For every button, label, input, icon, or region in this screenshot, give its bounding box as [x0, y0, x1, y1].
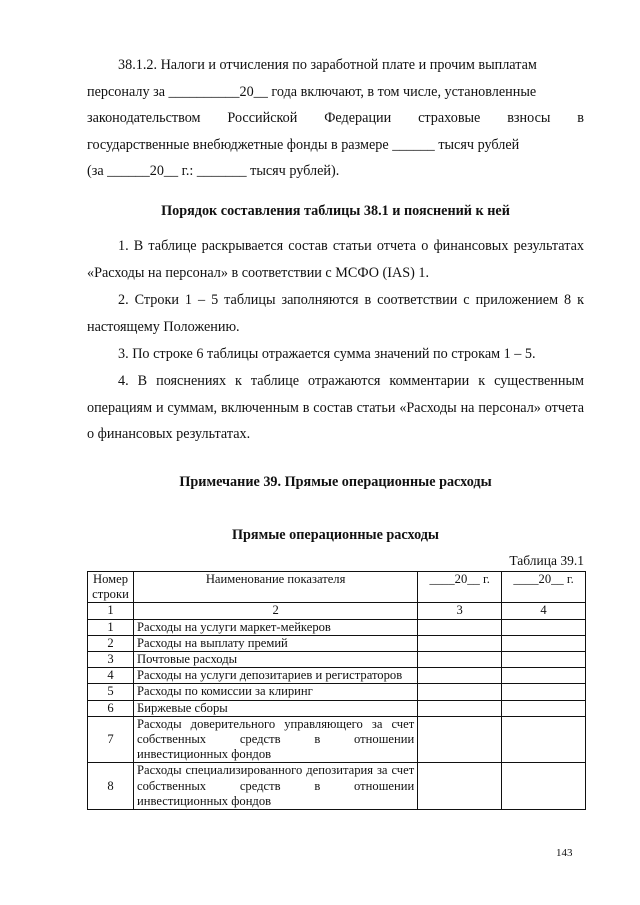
instruction-paragraph-4: 4. В пояснениях к таблице отражаются комментарии к существенным операциям и суммам, включенным в состав статьи «Расходы на персонал» отчета о финансовых результатах.	[87, 373, 584, 443]
row-name: Биржевые сборы	[133, 700, 417, 716]
intro-line: персоналу за __________20__ года включают, в том числе, установленные	[87, 83, 537, 100]
value-cell	[418, 652, 502, 668]
column-number: 4	[502, 603, 586, 619]
row-name: Расходы на выплату премий	[133, 635, 417, 651]
row-number: 8	[88, 763, 134, 810]
value-cell	[502, 668, 586, 684]
row-number: 6	[88, 700, 134, 716]
row-name: Расходы специализированного депозитария за счет собственных средств в отношении инвестиционных фондов	[133, 763, 417, 810]
value-cell	[502, 763, 586, 810]
value-cell	[418, 635, 502, 651]
row-name: Расходы доверительного управляющего за счет собственных средств в отношении инвестиционных фондов	[133, 716, 417, 763]
value-cell	[418, 763, 502, 810]
value-cell	[502, 684, 586, 700]
table-column-numbers-row	[88, 603, 586, 619]
table-row	[88, 684, 586, 700]
row-name: Расходы по комиссии за клиринг	[133, 684, 417, 700]
row-number: 7	[88, 716, 134, 763]
value-cell	[418, 700, 502, 716]
table-row	[88, 700, 586, 716]
table-label: Таблица 39.1	[509, 553, 584, 568]
page-number: 143	[556, 847, 573, 859]
value-cell	[418, 668, 502, 684]
intro-line: 38.1.2. Налоги и отчисления по заработной плате и прочим выплатам	[118, 57, 537, 73]
row-name: Расходы на услуги маркет-мейкеров	[133, 619, 417, 635]
column-number: 3	[418, 603, 502, 619]
header-period-2: ____20__ г.	[502, 572, 586, 603]
table-row	[88, 716, 586, 763]
header-row-number: Номер строки	[88, 572, 134, 603]
row-number: 3	[88, 652, 134, 668]
table-row	[88, 668, 586, 684]
instruction-paragraph-3: 3. По строке 6 таблицы отражается сумма значений по строкам 1 – 5.	[118, 346, 536, 362]
row-number: 5	[88, 684, 134, 700]
value-cell	[502, 652, 586, 668]
note-heading: Примечание 39. Прямые операционные расходы	[179, 474, 492, 490]
intro-paragraph	[87, 52, 584, 185]
column-number: 1	[88, 603, 134, 619]
table-row	[88, 619, 586, 635]
header-period-1: ____20__ г.	[418, 572, 502, 603]
table-row	[88, 635, 586, 651]
value-cell	[502, 716, 586, 763]
intro-line: государственные внебюджетные фонды в размере ______ тысяч рублей	[87, 136, 520, 153]
table-row	[88, 652, 586, 668]
column-number: 2	[133, 603, 417, 619]
value-cell	[502, 700, 586, 716]
header-indicator-name: Наименование показателя	[133, 572, 417, 603]
value-cell	[418, 716, 502, 763]
row-number: 4	[88, 668, 134, 684]
row-name: Почтовые расходы	[133, 652, 417, 668]
table-title: Прямые операционные расходы	[231, 527, 440, 543]
row-number: 1	[88, 619, 134, 635]
intro-line: законодательством Российской Федерации страховые взносы в	[87, 110, 584, 127]
row-name: Расходы на услуги депозитариев и регистраторов	[133, 668, 417, 684]
value-cell	[502, 635, 586, 651]
value-cell	[418, 684, 502, 700]
table-header-row	[88, 572, 586, 603]
section-heading: Порядок составления таблицы 38.1 и пояснений к ней	[161, 203, 510, 219]
operating-expenses-table	[87, 571, 586, 810]
value-cell	[502, 619, 586, 635]
row-number: 2	[88, 635, 134, 651]
intro-line: (за ______20__ г.: _______ тысяч рублей).	[87, 163, 340, 180]
table-row	[88, 763, 586, 810]
instruction-paragraph-2: 2. Строки 1 – 5 таблицы заполняются в соответствии с приложением 8 к настоящему Положению.	[87, 292, 584, 335]
instruction-paragraph-1: 1. В таблице раскрывается состав статьи отчета о финансовых результатах «Расходы на персонал» в соответствии с МСФО (IAS) 1.	[87, 238, 584, 281]
value-cell	[418, 619, 502, 635]
